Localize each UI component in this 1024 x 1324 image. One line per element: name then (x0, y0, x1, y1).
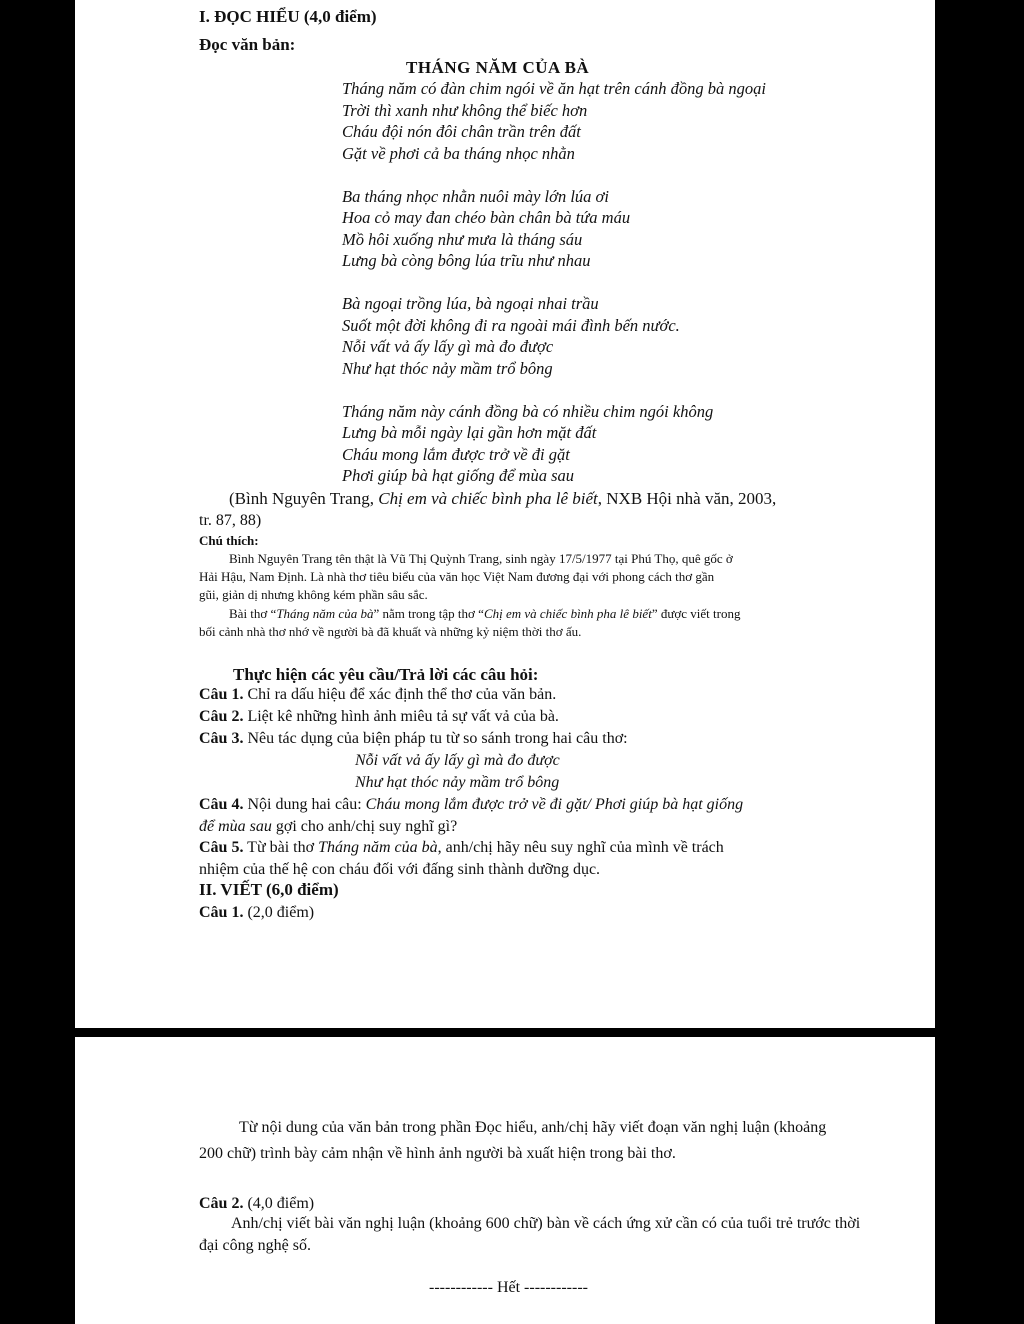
question-3: Câu 3. Nêu tác dụng của biện pháp tu từ so sánh trong hai câu thơ: (199, 730, 628, 747)
document-page-1 (75, 0, 935, 1028)
poem-source: (Bình Nguyên Trang, Chị em và chiếc bình pha lê biết, NXB Hội nhà văn, 2003, (229, 489, 777, 508)
question-4-cont: để mùa sau gợi cho anh/chị suy nghĩ gì? (199, 818, 458, 835)
poem-line: Bà ngoại trồng lúa, bà ngoại nhai trầu (342, 294, 599, 313)
question-3-verse: Nỗi vất vả ấy lấy gì mà đo được (355, 752, 560, 769)
poem-line: Nỗi vất vả ấy lấy gì mà đo được (342, 337, 554, 356)
question-4: Câu 4. Nội dung hai câu: Cháu mong lắm được trở về đi gặt/ Phơi giúp bà hạt giống (199, 796, 744, 813)
poem-line: Tháng năm có đàn chim ngói về ăn hạt trên cánh đồng bà ngoại (342, 79, 766, 98)
question-1: Câu 1. Chỉ ra dấu hiệu để xác định thể thơ của văn bản. (199, 686, 557, 703)
note-text: Bài thơ “Tháng năm của bà” nằm trong tập thơ “Chị em và chiếc bình pha lê biết” được viết trong (229, 606, 741, 621)
poem-line: Mồ hôi xuống như mưa là tháng sáu (342, 229, 583, 249)
poem-line: Gặt về phơi cả ba tháng nhọc nhằn (342, 143, 575, 163)
section-title-reading: I. ĐỌC HIỂU (4,0 điểm) (199, 7, 377, 26)
read-label: Đọc văn bản: (199, 35, 296, 54)
poem-title: THÁNG NĂM CỦA BÀ (406, 58, 590, 77)
poem-line: Hoa cỏ may đan chéo bàn chân bà tứa máu (342, 208, 631, 227)
poem-line: Ba tháng nhọc nhằn nuôi mày lớn lúa ơi (342, 186, 609, 206)
document-page-2 (75, 1037, 935, 1324)
writing-task-2-prompt: Anh/chị viết bài văn nghị luận (khoảng 600 chữ) bàn về cách ứng xử cần có của tuổi trẻ trước thời đại công nghệ số. (199, 1215, 861, 1254)
poem-source-pages: tr. 87, 88) (199, 512, 262, 529)
section-title-writing: II. VIẾT (6,0 điểm) (199, 880, 339, 899)
writing-task-1-label: Câu 1. (2,0 điểm) (199, 904, 315, 921)
poem-line: Cháu mong lắm được trở về đi gặt (342, 444, 570, 464)
question-2: Câu 2. Liệt kê những hình ảnh miêu tả sự vất vả của bà. (199, 708, 559, 725)
questions-heading: Thực hiện các yêu cầu/Trả lời các câu hỏi: (233, 665, 539, 684)
question-5: Câu 5. Từ bài thơ Tháng năm của bà, anh/chị hãy nêu suy nghĩ của mình về trách (199, 839, 724, 856)
poem-line: Lưng bà mỗi ngày lại gần hơn mặt đất (342, 423, 597, 442)
note-text: gũi, giản dị nhưng không kém phần sâu sắc. (199, 587, 428, 602)
question-3-verse: Như hạt thóc nảy mầm trổ bông (355, 774, 560, 791)
note-text: Hải Hậu, Nam Định. Là nhà thơ tiêu biểu của văn học Việt Nam đương đại với phong cách thơ gần (199, 569, 715, 584)
note-label: Chú thích: (199, 533, 259, 548)
note-text: Bình Nguyên Trang tên thật là Vũ Thị Quỳnh Trang, sinh ngày 17/5/1977 tại Phú Thọ, quê gốc ở (229, 551, 733, 566)
poem-line: Như hạt thóc nảy mầm trổ bông (342, 358, 553, 378)
note-text: bối cảnh nhà thơ nhớ về người bà đã khuất và những kỷ niệm thời thơ ấu. (199, 624, 582, 639)
poem-line: Tháng năm này cánh đồng bà có nhiều chim ngói không (342, 401, 714, 421)
writing-task-1-prompt: Từ nội dung của văn bản trong phần Đọc hiểu, anh/chị hãy viết đoạn văn nghị luận (khoảng 200 chữ) trình bày cảm nhận về hình ảnh người bà xuất hiện trong bài thơ. (199, 1119, 827, 1162)
poem-line: Suốt một đời không đi ra ngoài mái đình bến nước. (342, 315, 680, 335)
question-5-cont: nhiệm của thế hệ con cháu đối với đấng sinh thành dưỡng dục. (199, 861, 601, 878)
poem-line: Cháu đội nón đôi chân trần trên đất (342, 122, 581, 141)
poem-body (342, 78, 766, 487)
poem-line: Trời thì xanh như không thể biếc hơn (342, 100, 588, 120)
end-marker: ------------ Hết ------------ (429, 1279, 588, 1296)
poem-line: Phơi giúp bà hạt giống để mùa sau (342, 466, 575, 485)
poem-line: Lưng bà còng bông lúa trĩu như nhau (342, 251, 591, 270)
writing-task-2-label: Câu 2. (4,0 điểm) (199, 1195, 315, 1212)
